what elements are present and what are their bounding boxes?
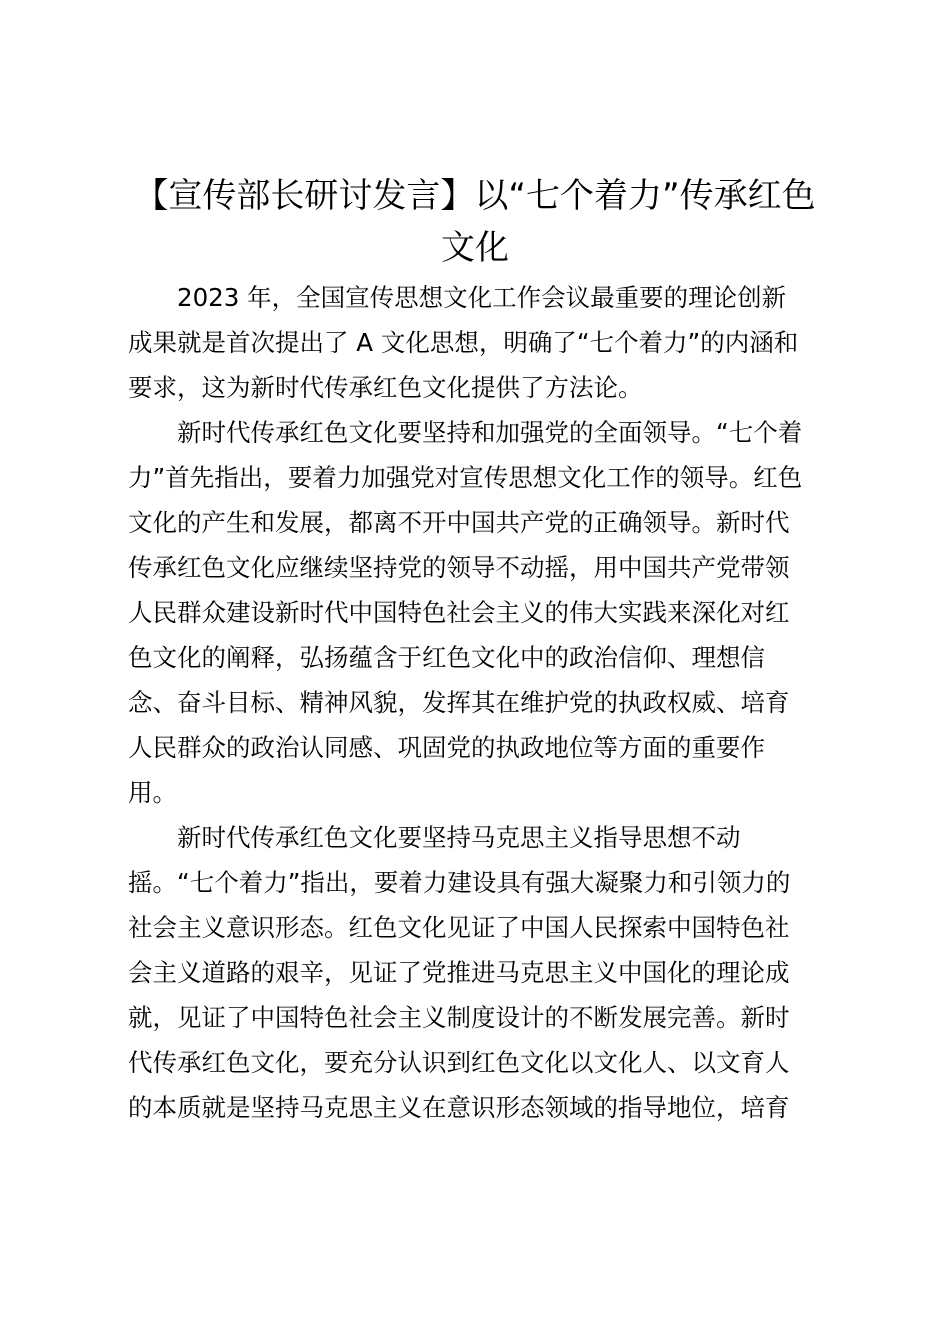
body-line: 社会主义意识形态。红色文化见证了中国人民探索中国特色社 [128,913,790,942]
title-line-1: 【宣传部长研讨发言】以“七个着力”传承红色 [134,176,816,216]
body-line: 成果就是首次提出了 A 文化思想，明确了“七个着力”的内涵和 [128,328,799,357]
body-line: 人民群众的政治认同感、巩固党的执政地位等方面的重要作 [128,733,765,762]
body-line: 人民群众建设新时代中国特色社会主义的伟大实践来深化对红 [128,598,790,627]
body-line: 文化的产生和发展，都离不开中国共产党的正确领导。新时代 [128,508,790,537]
body-line: 传承红色文化应继续坚持党的领导不动摇，用中国共产党带领 [128,553,790,582]
document-title [100,170,850,274]
body-line: 念、奋斗目标、精神风貌，发挥其在维护党的执政权威、培育 [128,688,790,717]
body-line: 代传承红色文化，要充分认识到红色文化以文化人、以文育人 [128,1048,790,1077]
body-line: 用。 [128,778,177,807]
body-line: 新时代传承红色文化要坚持和加强党的全面领导。“七个着 [128,418,803,447]
body-line: 要求，这为新时代传承红色文化提供了方法论。 [128,373,643,402]
body-line: 2023 年，全国宣传思想文化工作会议最重要的理论创新 [128,283,787,312]
body-line: 的本质就是坚持马克思主义在意识形态领域的指导地位，培育 [128,1093,790,1122]
body-line: 力”首先指出，要着力加强党对宣传思想文化工作的领导。红色 [128,463,803,492]
body-line: 摇。“七个着力”指出，要着力建设具有强大凝聚力和引领力的 [128,868,791,897]
body-line: 会主义道路的艰辛，见证了党推进马克思主义中国化的理论成 [128,958,790,987]
body-line: 新时代传承红色文化要坚持马克思主义指导思想不动 [128,823,741,852]
body-line: 色文化的阐释，弘扬蕴含于红色文化中的政治信仰、理想信 [128,643,765,672]
title-line-2: 文化 [441,228,509,268]
body-line: 就，见证了中国特色社会主义制度设计的不断发展完善。新时 [128,1003,790,1032]
